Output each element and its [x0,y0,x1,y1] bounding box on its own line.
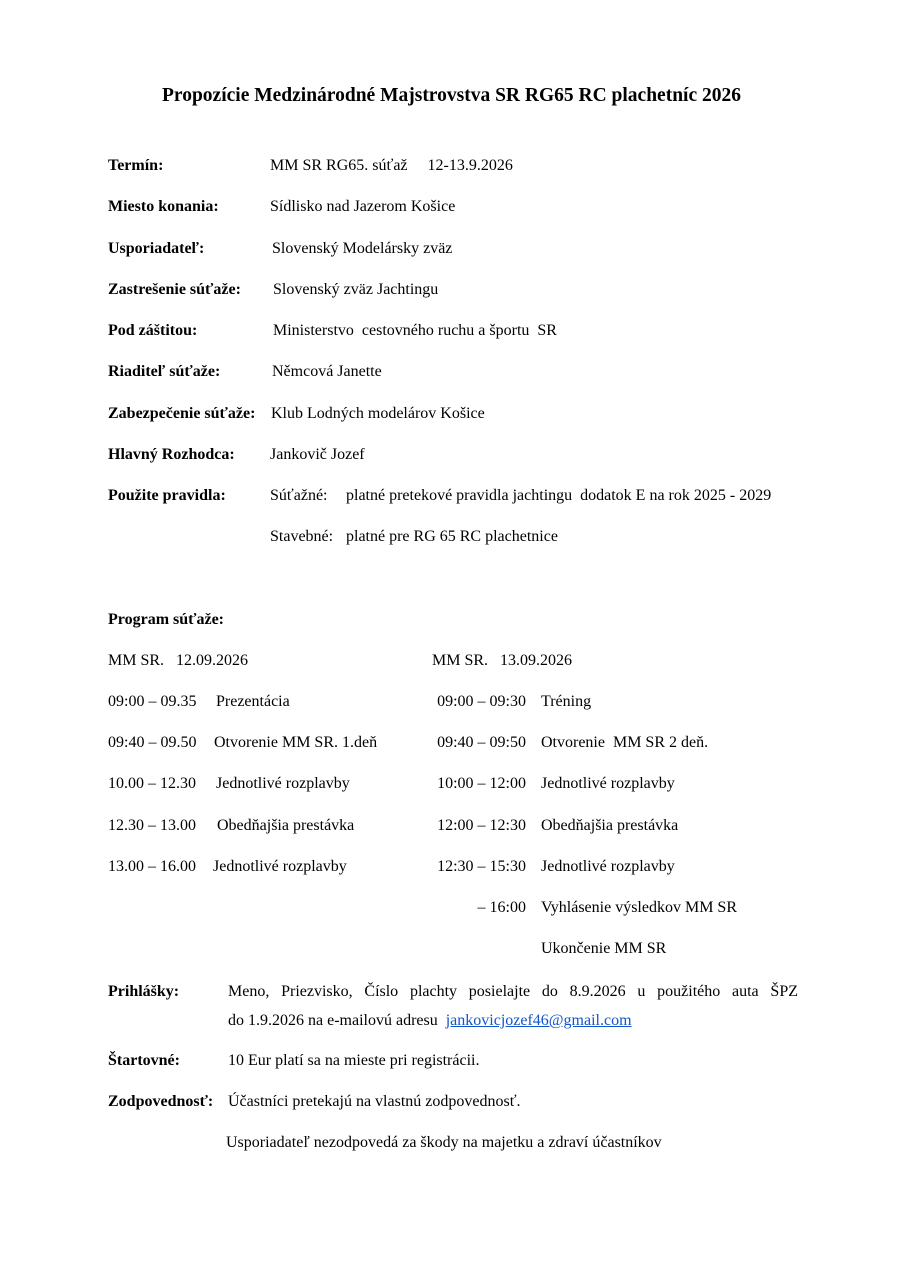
info-label-patronage: Pod záštitou: [108,322,198,339]
day1-time: 10.00 – 12.30 [108,775,196,792]
info-label-term: Termín: [108,157,164,174]
info-value-venue: Sídlisko nad Jazerom Košice [270,198,456,215]
program-day2-header: MM SR. 13.09.2026 [432,652,573,669]
day2-time: 12:30 – 15:30 [437,858,526,875]
day2-event: Otvorenie MM SR 2 deň. [541,734,709,751]
email-link[interactable]: jankovicjozef46@gmail.com [445,1012,632,1029]
info-value-umbrella: Slovenský zväz Jachtingu [273,281,439,298]
day1-event: Jednotlivé rozplavby [213,858,347,875]
info-label-organizer: Usporiadateľ: [108,240,205,257]
page-title: Propozície Medzinárodné Majstrovstva SR RG65 RC plachetníc 2026 [162,85,741,106]
info-label-venue: Miesto konania: [108,198,219,215]
day2-event: Jednotlivé rozplavby [541,775,675,792]
day2-time: 09:40 – 09:50 [437,734,526,751]
rules-sport-label: Súťažné: [270,487,328,504]
info-value-referee: Jankovič Jozef [270,446,365,463]
day2-time: 09:00 – 09:30 [437,693,526,710]
program-day1-header: MM SR. 12.09.2026 [108,652,249,669]
day2-event: Obedňajšia prestávka [541,817,679,834]
day2-time: 12:00 – 12:30 [437,817,526,834]
day2-time: – 16:00 [477,899,526,916]
day1-event: Jednotlivé rozplavby [216,775,350,792]
day1-event: Otvorenie MM SR. 1.deň [214,734,378,751]
liability-line1: Účastníci pretekajú na vlastnú zodpovednosť. [228,1093,521,1110]
info-value-organizer: Slovenský Modelársky zväz [272,240,453,257]
day2-event: Ukončenie MM SR [541,940,667,957]
fee-value: 10 Eur platí sa na mieste pri registrácii. [228,1052,480,1069]
day2-event: Jednotlivé rozplavby [541,858,675,875]
info-label-director: Riaditeľ súťaže: [108,363,221,380]
fee-label: Štartovné: [108,1052,180,1069]
rules-build-value: platné pre RG 65 RC plachetnice [346,528,558,545]
day1-time: 12.30 – 13.00 [108,817,196,834]
day1-time: 09:00 – 09.35 [108,693,197,710]
day1-event: Prezentácia [216,693,290,710]
info-value-term: MM SR RG65. súťaž 12-13.9.2026 [270,157,513,174]
info-value-provision: Klub Lodných modelárov Košice [271,405,485,422]
liability-line2: Usporiadateľ nezodpovedá za škody na majetku a zdraví účastníkov [226,1134,662,1151]
day2-event: Vyhlásenie výsledkov MM SR [541,899,737,916]
program-label: Program súťaže: [108,611,225,628]
info-value-patronage: Ministerstvo cestovného ruchu a športu SR [273,322,557,339]
day2-event: Tréning [541,693,592,710]
day1-time: 13.00 – 16.00 [108,858,196,875]
applications-label: Prihlášky: [108,983,180,1000]
rules-build-label: Stavebné: [270,528,334,545]
liability-label: Zodpovednosť: [108,1093,214,1110]
day1-event: Obedňajšia prestávka [217,817,355,834]
rules-sport-value: platné pretekové pravidla jachtingu dodatok E na rok 2025 - 2029 [346,487,772,504]
day1-time: 09:40 – 09.50 [108,734,197,751]
day2-time: 10:00 – 12:00 [437,775,526,792]
applications-line1: Meno, Priezvisko, Číslo plachty posielajte do 8.9.2026 u použitého auta ŠPZ [228,983,798,1000]
applications-line2-text: do 1.9.2026 na e-mailovú adresu [228,1012,438,1029]
info-value-director: Němcová Janette [272,363,382,380]
info-label-provision: Zabezpečenie súťaže: [108,405,256,422]
rules-label: Použite pravidla: [108,487,226,504]
info-label-referee: Hlavný Rozhodca: [108,446,235,463]
applications-line2 [228,1012,632,1030]
info-label-umbrella: Zastrešenie súťaže: [108,281,241,298]
